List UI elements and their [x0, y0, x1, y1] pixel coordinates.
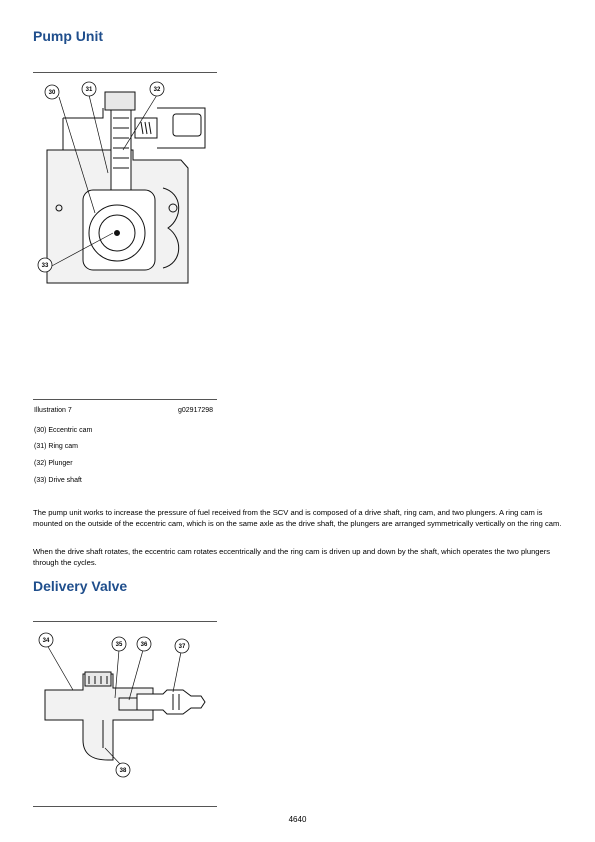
body-paragraph: When the drive shaft rotates, the eccentric cam rotates eccentrically and the ring cam is driven up and down by the shaft, which operates the two plungers through the cycles.: [33, 547, 551, 567]
svg-text:38: 38: [119, 768, 127, 774]
svg-text:33: 33: [41, 263, 49, 269]
callout-38: [116, 763, 130, 777]
delivery-valve-illustration: [33, 630, 217, 780]
svg-text:35: 35: [115, 642, 123, 648]
legend-item: (32) Plunger: [34, 460, 73, 467]
page-number: 4640: [288, 815, 307, 824]
legend-item: (33) Drive shaft: [34, 477, 82, 484]
callout-34: [39, 633, 53, 647]
svg-text:31: 31: [85, 87, 93, 93]
body-paragraph: The pump unit works to increase the pressure of fuel received from the SCV and is composed of a drive shaft, ring cam, and two plungers. A ring cam is mounted on the outside of the eccentric cam, which is on the same axle as the drive shaft, the plungers are arranged symmetrically vertically on the ring cam.: [33, 508, 562, 528]
svg-text:34: 34: [42, 638, 50, 644]
legend-item: (31) Ring cam: [34, 443, 78, 450]
svg-text:37: 37: [178, 644, 186, 650]
callout-35: [112, 637, 126, 651]
svg-text:32: 32: [153, 87, 161, 93]
figure-caption-rule: [33, 399, 217, 400]
callout-33: [38, 258, 52, 272]
svg-text:30: 30: [48, 90, 56, 96]
figure-caption-label: Illustration 7: [34, 407, 72, 414]
legend-item: (30) Eccentric cam: [34, 427, 93, 434]
pump-unit-illustration: [33, 78, 217, 288]
figure-graphic-id: g02917298: [178, 407, 214, 414]
callout-37: [175, 639, 189, 653]
callout-32: [150, 82, 164, 96]
svg-text:36: 36: [140, 642, 148, 648]
section-heading-pump-unit: Pump Unit: [33, 28, 103, 44]
figure-top-rule: [33, 621, 217, 622]
figure-top-rule: [33, 72, 217, 73]
callout-36: [137, 637, 151, 651]
figure-bottom-rule: [33, 806, 217, 807]
callout-31: [82, 82, 96, 96]
section-heading-delivery-valve: Delivery Valve: [33, 578, 128, 594]
callout-30: [45, 85, 59, 99]
